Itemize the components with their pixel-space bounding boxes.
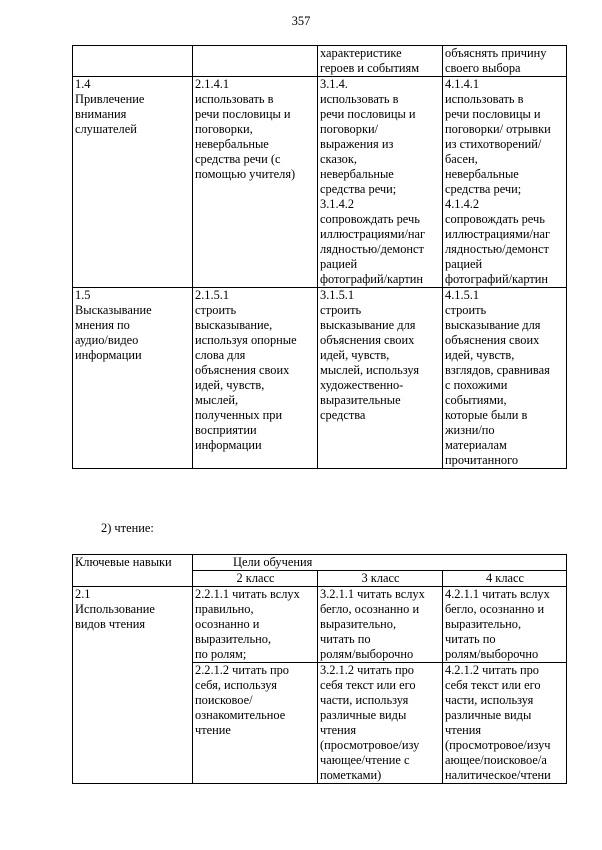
cell-text-line: чтения <box>445 723 482 737</box>
cell-text-line: выразительно, <box>195 632 272 646</box>
cell-text-line: 3.1.4.2 <box>320 197 355 211</box>
cell-text-line: 2.2.1.1 читать вслух <box>195 587 300 601</box>
cell-text-line: своего выбора <box>445 61 521 75</box>
skill-cell <box>73 587 193 784</box>
grade3-cell <box>318 587 443 784</box>
cell-text-line: осознанно и <box>195 617 260 631</box>
section-heading-reading: 2) чтение: <box>101 521 154 535</box>
cell-text-line: 3.1.5.1 <box>320 288 355 302</box>
table1-cell-col3 <box>318 46 443 77</box>
cell-text-line: себя текст или его <box>445 678 541 692</box>
cell-text-line: невербальные <box>320 167 394 181</box>
cell-text-line: объяснения своих <box>445 333 540 347</box>
cell-text-line: 4.2.1.1 читать вслух <box>445 587 550 601</box>
cell-text-line: части, используя <box>445 693 534 707</box>
cell-text-line: фотографий/картин <box>445 272 549 286</box>
cell-text-line: бегло, осознанно и <box>445 602 545 616</box>
cell-text-line: себя, используя <box>195 678 277 692</box>
cell-text-line: слова для <box>195 348 246 362</box>
cell-lines <box>445 587 565 662</box>
cell-text-line: (просмотровое/изу <box>320 738 420 752</box>
table2-header-row-1 <box>73 555 567 571</box>
cell-text-line: идей, чувств, <box>445 348 515 362</box>
cell-text-line: поисковое/ <box>195 693 253 707</box>
cell-text-line: поговорки/ отрывки <box>445 122 551 136</box>
header-grade-2: 2 класс <box>193 571 318 587</box>
cell-lines <box>318 662 442 783</box>
cell-text-line: лядностью/демонст <box>445 242 549 256</box>
cell-text-line: Использование <box>75 602 155 616</box>
cell-text-line: по ролям; <box>195 647 247 661</box>
cell-text-line: чтение <box>195 723 231 737</box>
cell-text-line: с похожими <box>445 378 508 392</box>
cell-text-line: которые были в <box>445 408 528 422</box>
cell-text-line: высказывание для <box>445 318 541 332</box>
cell-text-line: событиями, <box>445 393 507 407</box>
cell-text-line: героев и событиям <box>320 61 420 75</box>
table1-cell-col4 <box>443 288 567 469</box>
cell-text-line: полученных при <box>195 408 283 422</box>
cell-text-line: поговорки, <box>195 122 253 136</box>
cell-text-line: видов чтения <box>75 617 146 631</box>
cell-text-line: 3.2.1.2 читать про <box>320 663 414 677</box>
cell-text-line: характеристике <box>320 46 402 60</box>
cell-text-line: ролям/выборочно <box>320 647 414 661</box>
cell-text-line: пометками) <box>320 768 382 782</box>
cell-text-line: из стихотворений/ <box>445 137 542 151</box>
table1-cell-col3 <box>318 77 443 288</box>
cell-text-line: 2.2.1.2 читать про <box>195 663 289 677</box>
cell-text-line: иллюстрациями/наг <box>445 227 551 241</box>
cell-text-line: различные виды <box>320 708 407 722</box>
cell-lines <box>320 587 441 662</box>
cell-text-line: строить <box>445 303 487 317</box>
cell-text-line: 3.1.4. <box>320 77 348 91</box>
cell-text-line: высказывание, <box>195 318 273 332</box>
cell-text-line: ролям/выборочно <box>445 647 539 661</box>
cell-text-line: средства речи; <box>320 182 397 196</box>
cell-text-line: Высказывание <box>75 303 152 317</box>
cell-text-line: объяснения своих <box>195 363 290 377</box>
cell-text-line: средства речи (с <box>195 152 281 166</box>
cell-text-line: информации <box>75 348 142 362</box>
cell-text-line: 4.1.4.2 <box>445 197 480 211</box>
cell-text-line: идей, чувств, <box>320 348 390 362</box>
cell-text-line: сказок, <box>320 152 357 166</box>
cell-text-line: идей, чувств, <box>195 378 265 392</box>
cell-text-line: аудио/видео <box>75 333 139 347</box>
cell-text-line: прочитанного <box>445 453 519 467</box>
cell-text-line: жизни/по <box>445 423 495 437</box>
cell-text-line: себя текст или его <box>320 678 416 692</box>
cell-text-line: 3.2.1.1 читать вслух <box>320 587 425 601</box>
cell-text-line: ающее/поисковое/а <box>445 753 547 767</box>
learning-goals-table-reading <box>72 554 567 784</box>
cell-text-line: используя опорные <box>195 333 297 347</box>
table1-row <box>73 77 567 288</box>
table1-row <box>73 288 567 469</box>
cell-text-line: речи пословицы и <box>320 107 416 121</box>
cell-text-line: 4.1.4.1 <box>445 77 480 91</box>
cell-text-line: средства речи; <box>445 182 522 196</box>
cell-text-line: 2.1.4.1 <box>195 77 230 91</box>
table1-cell-col2 <box>193 77 318 288</box>
page-number: 357 <box>291 14 311 28</box>
cell-text-line: выразительно, <box>320 617 397 631</box>
cell-text-line: сопровождать речь <box>320 212 420 226</box>
table1-cell-col1 <box>73 46 193 77</box>
cell-text-line: строить <box>195 303 237 317</box>
cell-text-line: художественно- <box>320 378 404 392</box>
cell-text-line: использовать в <box>195 92 274 106</box>
cell-text-line: ознакомительное <box>195 708 286 722</box>
cell-text-line: мыслей, используя <box>320 363 420 377</box>
cell-text-line: речи пословицы и <box>195 107 291 121</box>
table1-cell-col1 <box>73 288 193 469</box>
cell-text-line: средства <box>320 408 366 422</box>
table1-cell-col2 <box>193 288 318 469</box>
cell-lines <box>195 587 316 662</box>
table1-cell-col4 <box>443 46 567 77</box>
header-grade-4: 4 класс <box>443 571 567 587</box>
cell-text-line: слушателей <box>75 122 137 136</box>
cell-text-line: выражения из <box>320 137 394 151</box>
cell-text-line: речи пословицы и <box>445 107 541 121</box>
cell-text-line: выразительные <box>320 393 401 407</box>
cell-text-line: использовать в <box>445 92 524 106</box>
cell-text-line: 1.4 <box>75 77 91 91</box>
cell-lines <box>193 662 317 738</box>
cell-text-line: высказывание для <box>320 318 416 332</box>
cell-text-line: внимания <box>75 107 127 121</box>
cell-lines <box>443 662 566 783</box>
cell-text-line: сопровождать речь <box>445 212 545 226</box>
cell-text-line: объяснять причину <box>445 46 547 60</box>
cell-text-line: материалам <box>445 438 507 452</box>
cell-text-line: чтения <box>320 723 357 737</box>
cell-text-line: лядностью/демонст <box>320 242 424 256</box>
table1-body <box>73 46 567 469</box>
learning-goals-table-speaking <box>72 45 567 469</box>
cell-text-line: восприятии <box>195 423 257 437</box>
table1-cell-col3 <box>318 288 443 469</box>
cell-text-line: 2.1.5.1 <box>195 288 230 302</box>
table1-row <box>73 46 567 77</box>
cell-text-line: (просмотровое/изуч <box>445 738 551 752</box>
header-goals: Цели обучения <box>193 555 567 571</box>
cell-text-line: 1.5 <box>75 288 91 302</box>
table2-row-reading-types <box>73 587 567 784</box>
cell-text-line: 2.1 <box>75 587 91 601</box>
cell-text-line: иллюстрациями/наг <box>320 227 426 241</box>
cell-text-line: невербальные <box>195 137 269 151</box>
cell-text-line: информации <box>195 438 262 452</box>
cell-text-line: читать по <box>445 632 496 646</box>
cell-text-line: Привлечение <box>75 92 145 106</box>
cell-text-line: чающее/чтение с <box>320 753 410 767</box>
cell-text-line: помощью учителя) <box>195 167 296 181</box>
cell-text-line: невербальные <box>445 167 519 181</box>
grade2-cell <box>193 587 318 784</box>
cell-text-line: использовать в <box>320 92 399 106</box>
cell-text-line: 4.1.5.1 <box>445 288 480 302</box>
table1-cell-col2 <box>193 46 318 77</box>
cell-text-line: рацией <box>320 257 358 271</box>
cell-text-line: бегло, осознанно и <box>320 602 420 616</box>
cell-lines <box>75 587 191 632</box>
grade4-cell <box>443 587 567 784</box>
cell-text-line: мыслей, <box>195 393 239 407</box>
cell-text-line: взглядов, сравнивая <box>445 363 550 377</box>
cell-text-line: объяснения своих <box>320 333 415 347</box>
cell-text-line: поговорки/ <box>320 122 379 136</box>
header-grade-3: 3 класс <box>318 571 443 587</box>
cell-text-line: различные виды <box>445 708 532 722</box>
cell-text-line: рацией <box>445 257 483 271</box>
header-key-skills: Ключевые навыки <box>73 555 193 587</box>
table1-cell-col1 <box>73 77 193 288</box>
cell-text-line: басен, <box>445 152 478 166</box>
cell-text-line: выразительно, <box>445 617 522 631</box>
cell-text-line: части, используя <box>320 693 409 707</box>
cell-text-line: мнения по <box>75 318 130 332</box>
cell-text-line: налитическое/чтени <box>445 768 551 782</box>
cell-text-line: фотографий/картин <box>320 272 424 286</box>
table1-cell-col4 <box>443 77 567 288</box>
cell-text-line: строить <box>320 303 362 317</box>
cell-text-line: правильно, <box>195 602 254 616</box>
cell-text-line: 4.2.1.2 читать про <box>445 663 539 677</box>
cell-text-line: читать по <box>320 632 371 646</box>
